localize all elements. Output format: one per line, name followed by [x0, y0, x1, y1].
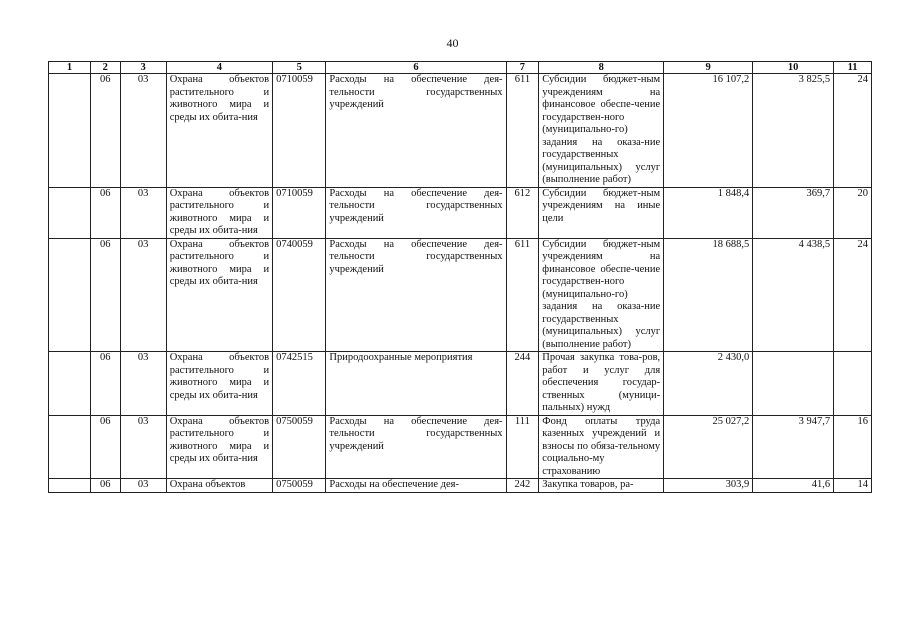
amount-total: 2 430,0 — [664, 352, 753, 416]
subsection-name: Охрана объектов растительного и животного мира и среды их обита-ния — [166, 187, 272, 238]
target-article-name: Расходы на обеспечение дея-тельности государственных учреждений — [326, 238, 506, 352]
target-article-name: Природоохранные мероприятия — [326, 352, 506, 416]
amount-count: 14 — [834, 479, 872, 493]
row-index — [49, 187, 91, 238]
expense-type-name: Закупка товаров, ра- — [539, 479, 664, 493]
budget-table — [48, 61, 872, 493]
amount-count: 16 — [834, 415, 872, 479]
amount-count: 20 — [834, 187, 872, 238]
table-row — [49, 238, 872, 352]
expense-type-name: Субсидии бюджет-ным учреждениям на финансовое обеспе-чение государствен-ного (муниципально-го) задания на оказа-ние государственных (муниципальных) услуг (выполнение работ) — [539, 238, 664, 352]
row-index — [49, 352, 91, 416]
target-article-name: Расходы на обеспечение дея-тельности государственных учреждений — [326, 74, 506, 188]
amount-secondary: 41,6 — [753, 479, 834, 493]
expense-type-code: 242 — [506, 479, 539, 493]
expense-type-name: Фонд оплаты труда казенных учреждений и взносы по обяза-тельному социально-му страхованию — [539, 415, 664, 479]
row-index — [49, 415, 91, 479]
col-header-4: 4 — [166, 62, 272, 74]
expense-type-name: Субсидии бюджет-ным учреждениям на финансовое обеспе-чение государствен-ного (муниципально-го) задания на оказа-ние государственных (муниципальных) услуг (выполнение работ) — [539, 74, 664, 188]
amount-total: 25 027,2 — [664, 415, 753, 479]
page-number: 40 — [446, 36, 459, 50]
subsection-name: Охрана объектов — [166, 479, 272, 493]
col-header-10: 10 — [753, 62, 834, 74]
target-article-code: 0742515 — [273, 352, 326, 416]
amount-total: 16 107,2 — [664, 74, 753, 188]
expense-type-code: 111 — [506, 415, 539, 479]
amount-secondary: 3 947,7 — [753, 415, 834, 479]
col-header-9: 9 — [664, 62, 753, 74]
col-header-8: 8 — [539, 62, 664, 74]
expense-type-code: 611 — [506, 238, 539, 352]
target-article-code: 0750059 — [273, 415, 326, 479]
row-index — [49, 74, 91, 188]
subsection-code: 03 — [120, 415, 166, 479]
expense-type-name: Прочая закупка това-ров, работ и услуг для обеспечения государ-ственных (муници-пальных) нужд — [539, 352, 664, 416]
expense-type-code: 244 — [506, 352, 539, 416]
amount-total: 1 848,4 — [664, 187, 753, 238]
subsection-code: 03 — [120, 479, 166, 493]
col-header-2: 2 — [90, 62, 120, 74]
amount-secondary — [753, 352, 834, 416]
table-row — [49, 479, 872, 493]
col-header-5: 5 — [273, 62, 326, 74]
amount-total: 303,9 — [664, 479, 753, 493]
amount-secondary: 3 825,5 — [753, 74, 834, 188]
subsection-code: 03 — [120, 352, 166, 416]
table-row — [49, 415, 872, 479]
section-code: 06 — [90, 352, 120, 416]
col-header-6: 6 — [326, 62, 506, 74]
target-article-name: Расходы на обеспечение дея-тельности государственных учреждений — [326, 187, 506, 238]
amount-count — [834, 352, 872, 416]
expense-type-code: 611 — [506, 74, 539, 188]
section-code: 06 — [90, 238, 120, 352]
expense-type-name: Субсидии бюджет-ным учреждениям на иные цели — [539, 187, 664, 238]
amount-total: 18 688,5 — [664, 238, 753, 352]
section-code: 06 — [90, 74, 120, 188]
table-row — [49, 74, 872, 188]
row-index — [49, 238, 91, 352]
subsection-name: Охрана объектов растительного и животного мира и среды их обита-ния — [166, 415, 272, 479]
col-header-11: 11 — [834, 62, 872, 74]
target-article-code: 0740059 — [273, 238, 326, 352]
amount-secondary: 369,7 — [753, 187, 834, 238]
table-row — [49, 187, 872, 238]
amount-count: 24 — [834, 74, 872, 188]
target-article-code: 0710059 — [273, 187, 326, 238]
amount-count: 24 — [834, 238, 872, 352]
subsection-name: Охрана объектов растительного и животного мира и среды их обита-ния — [166, 74, 272, 188]
subsection-code: 03 — [120, 187, 166, 238]
target-article-name: Расходы на обеспечение дея-тельности государственных учреждений — [326, 415, 506, 479]
header-row — [49, 62, 872, 74]
target-article-name: Расходы на обеспечение дея- — [326, 479, 506, 493]
section-code: 06 — [90, 187, 120, 238]
subsection-name: Охрана объектов растительного и животного мира и среды их обита-ния — [166, 352, 272, 416]
subsection-code: 03 — [120, 238, 166, 352]
target-article-code: 0750059 — [273, 479, 326, 493]
subsection-name: Охрана объектов растительного и животного мира и среды их обита-ния — [166, 238, 272, 352]
section-code: 06 — [90, 479, 120, 493]
target-article-code: 0710059 — [273, 74, 326, 188]
row-index — [49, 479, 91, 493]
col-header-3: 3 — [120, 62, 166, 74]
subsection-code: 03 — [120, 74, 166, 188]
amount-secondary: 4 438,5 — [753, 238, 834, 352]
section-code: 06 — [90, 415, 120, 479]
expense-type-code: 612 — [506, 187, 539, 238]
table-row — [49, 352, 872, 416]
col-header-7: 7 — [506, 62, 539, 74]
col-header-1: 1 — [49, 62, 91, 74]
